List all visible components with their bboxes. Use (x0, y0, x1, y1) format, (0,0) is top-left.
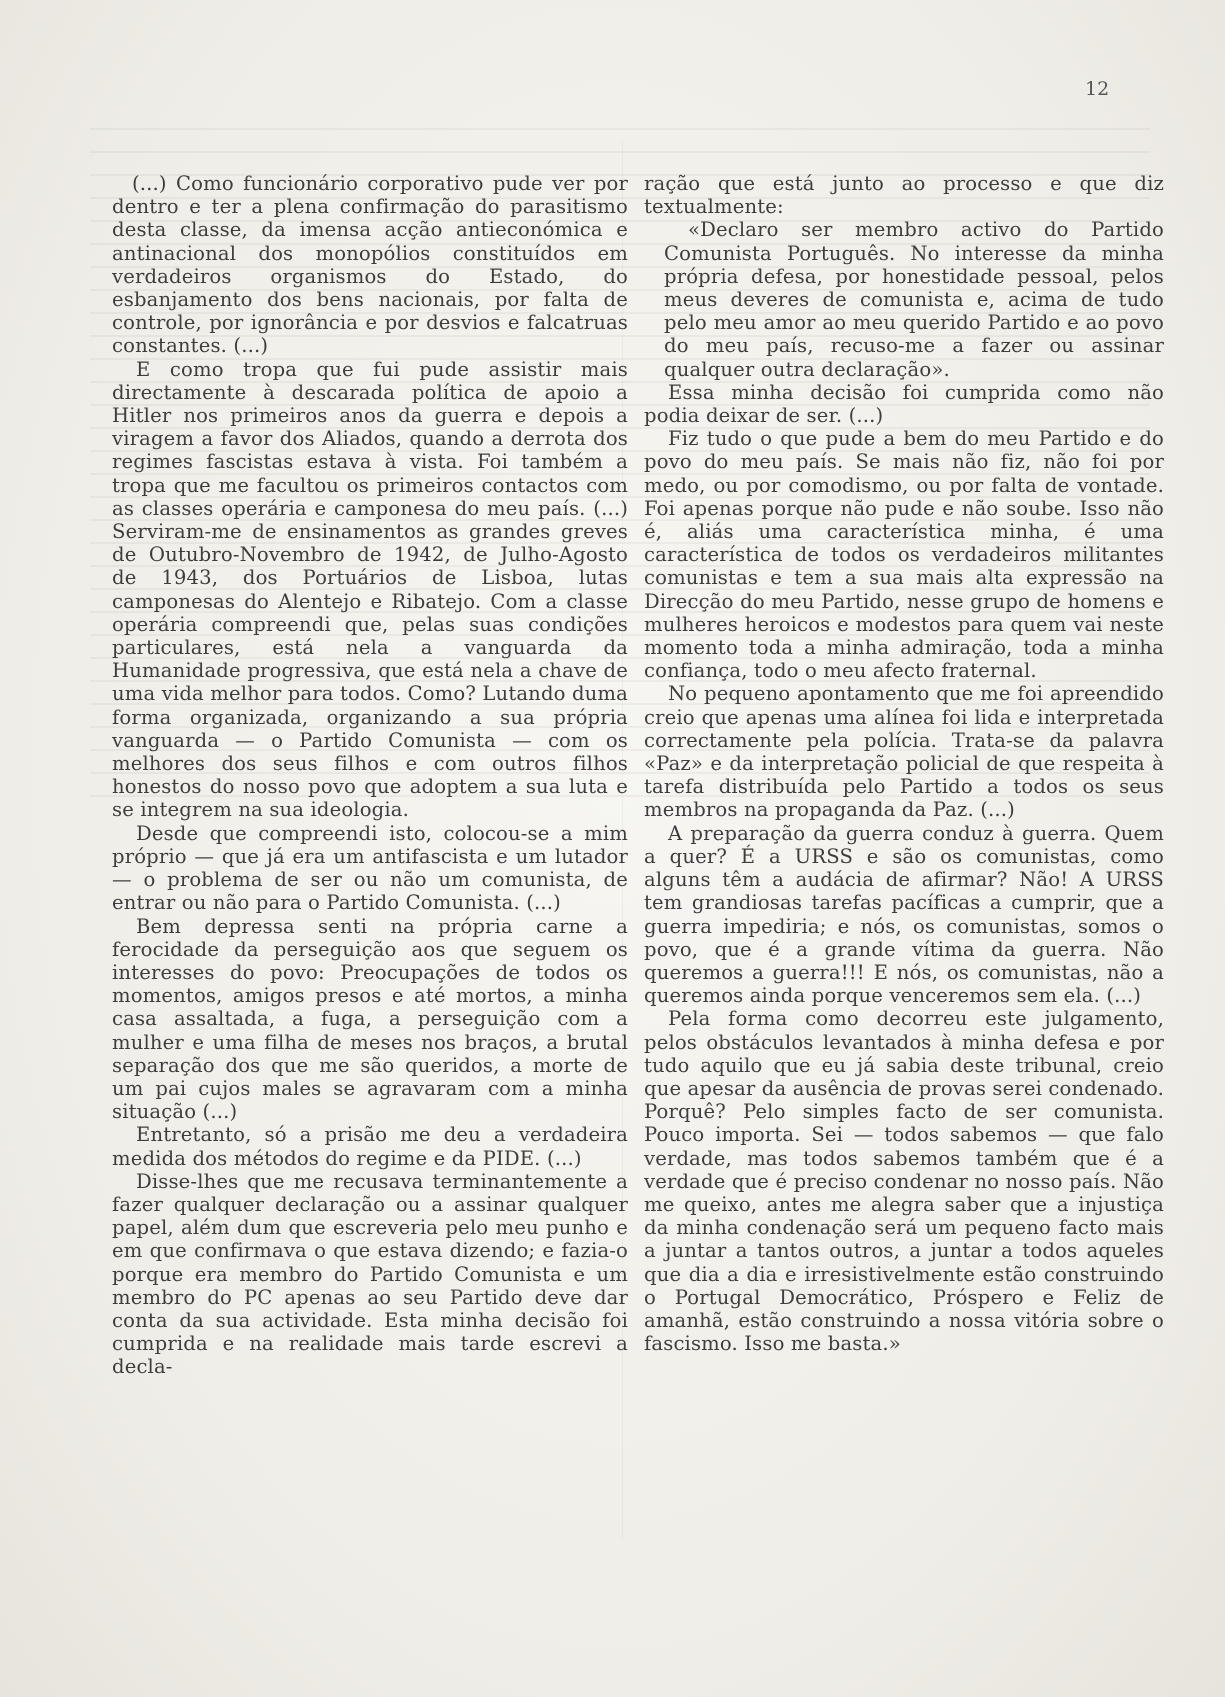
paragraph: Disse-lhes que me recusava terminantemente a fazer qualquer declaração ou a assinar qualquer papel, além dum que escreveria pelo meu punho e em que confirmava o que estava dizendo; e fazia-o porque era membro do Partido Comunista e um membro do PC apenas ao seu Partido deve dar conta da sua actividade. Esta minha decisão foi cumprida e na realidade mais tarde escrevi a decla- (112, 1169, 628, 1379)
paragraph: ração que está junto ao processo e que diz textualmente: (644, 172, 1164, 219)
right-column (644, 172, 1164, 1355)
paragraph: A preparação da guerra conduz à guerra. Quem a quer? É a URSS e são os comunistas, como alguns têm a audácia de afirmar? Não! A URSS tem grandiosas tarefas pacíficas a cumprir, que a guerra impediria; e nós, os comunistas, somos o povo, que é a grande vítima da guerra. Não queremos a guerra!!! E nós, os comunistas, não a queremos ainda porque venceremos sem ela. (...) (644, 821, 1164, 1008)
paragraph: Entretanto, só a prisão me deu a verdadeira medida dos métodos do regime e da PIDE. (...) (112, 1123, 628, 1170)
page-number: 12 (1085, 78, 1110, 100)
quoted-declaration: «Declaro ser membro activo do Partido Comunista Português. No interesse da minha própria defesa, por honestidade pessoal, pelos meus deveres de comunista e, acima de tudo pelo meu amor ao meu querido Partido e ao povo do meu país, recuso-me a fazer ou assinar qualquer outra declaração». (664, 218, 1164, 381)
paragraph: Desde que compreendi isto, colocou-se a mim próprio — que já era um antifascista e um lutador — o problema de ser ou não um comunista, de entrar ou não para o Partido Comunista. (...) (112, 821, 628, 915)
paragraph: Pela forma como decorreu este julgamento, pelos obstáculos levantados à minha defesa e por tudo aquilo que eu já sabia deste tribunal, creio que apesar da ausência de provas serei condenado. Porquê? Pelo simples facto de ser comunista. Pouco importa. Sei — todos sabemos — que falo verdade, mas todos sabemos também que é a verdade que é preciso condenar no nosso país. Não me queixo, antes me alegra saber que a injustiça da minha condenação será um pequeno facto mais a juntar a tantos outros, a juntar a todos aqueles que dia a dia e irresistivelmente estão construindo o Portugal Democrático, Próspero e Feliz de amanhã, estão construindo a nossa vitória sobre o fascismo. Isso me basta.» (644, 1007, 1164, 1356)
paragraph: (...) Como funcionário corporativo pude ver por dentro e ter a plena confirmação do parasitismo desta classe, da imensa acção antieconómica e antinacional dos monopólios constituídos em verdadeiros organismos do Estado, do esbanjamento dos bens nacionais, por falta de controle, por ignorância e por desvios e falcatruas constantes. (...) (112, 172, 628, 358)
paragraph: Essa minha decisão foi cumprida como não podia deixar de ser. (...) (644, 380, 1164, 428)
paragraph: E como tropa que fui pude assistir mais directamente à descarada política de apoio a Hitler nos primeiros anos da guerra e depois a viragem a favor dos Aliados, quando a derrota dos regimes fascistas estava à vista. Foi também a tropa que me facultou os primeiros contactos com as classes operária e camponesa do meu país. (...) Serviram-me de ensinamentos as grandes greves de Outubro-Novembro de 1942, de Julho-Agosto de 1943, dos Portuários de Lisboa, lutas camponesas do Alentejo e Ribatejo. Com a classe operária compreendi que, pelas suas condições particulares, está nela a vanguarda da Humanidade progressiva, que está nela a chave de uma vida melhor para todos. Como? Lutando duma forma organizada, organizando a sua própria vanguarda — o Partido Comunista — com os melhores dos seus filhos e com outros filhos honestos do nosso povo que adoptem a sua luta e se integrem na sua ideologia. (112, 357, 628, 822)
paragraph: Bem depressa senti na própria carne a ferocidade da perseguição aos que seguem os interesses do povo: Preocupações de todos os momentos, amigos presos e até mortos, a minha casa assaltada, a fuga, a perseguição com a mulher e uma filha de meses nos braços, a brutal separação dos que me são queridos, a morte de um pai cujos males se agravaram com a minha situação (...) (112, 914, 628, 1124)
paragraph: Fiz tudo o que pude a bem do meu Partido e do povo do meu país. Se mais não fiz, não foi por medo, ou por comodismo, ou por falta de vontade. Foi apenas porque não pude e não soube. Isso não é, aliás uma característica minha, é uma característica de todos os verdadeiros militantes comunistas e tem a sua mais alta expressão na Direcção do meu Partido, nesse grupo de homens e mulheres heroicos e modestos para quem vai neste momento toda a minha admiração, toda a minha confiança, todo o meu afecto fraternal. (644, 427, 1164, 683)
paragraph: No pequeno apontamento que me foi apreendido creio que apenas uma alínea foi lida e interpretada correctamente pela polícia. Trata-se da palavra «Paz» e da interpretação policial de que respeita à tarefa distribuída pelo Partido a todos os seus membros na propaganda da Paz. (...) (644, 682, 1164, 822)
left-column (112, 172, 628, 1379)
